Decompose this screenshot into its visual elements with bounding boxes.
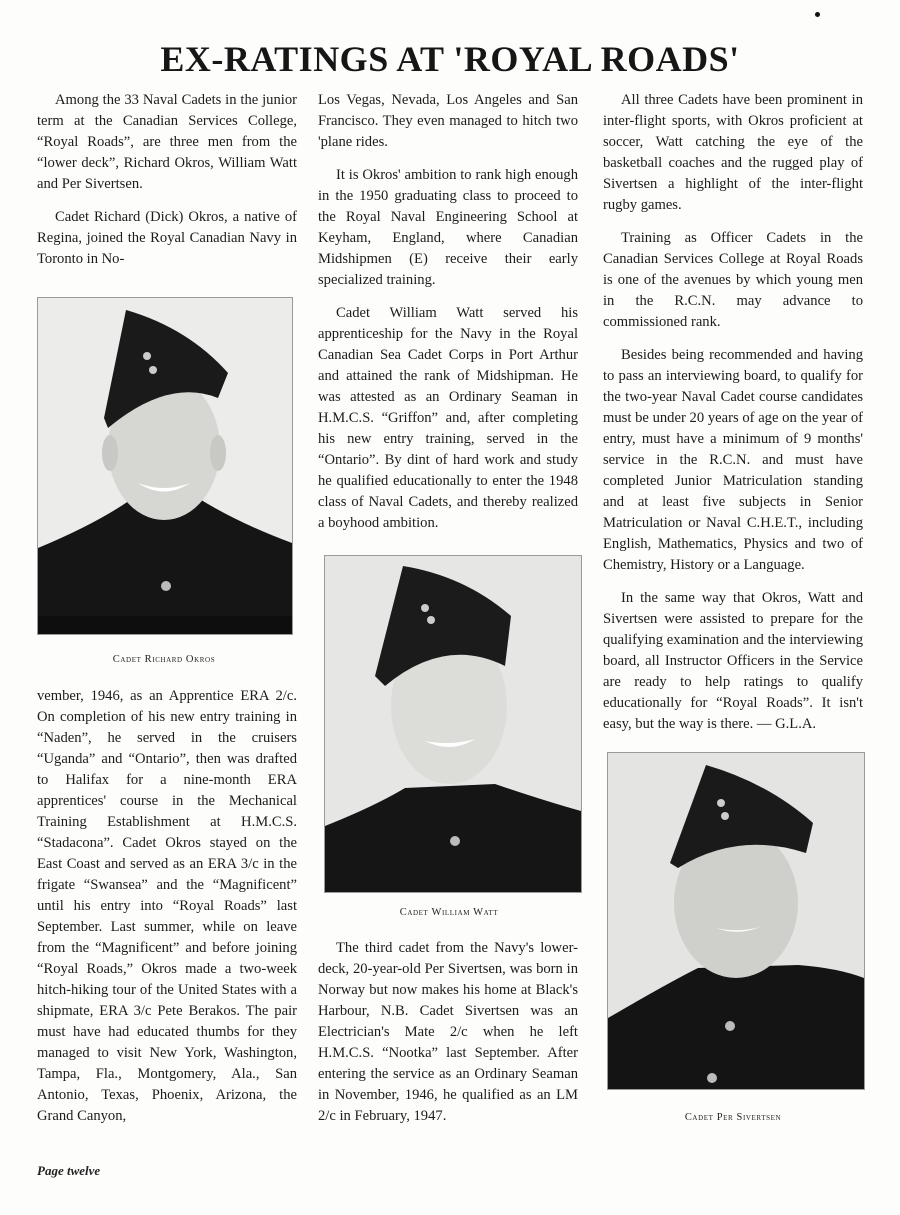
paragraph: The third cadet from the Navy's lower-deck, 20-year-old Per Sivertsen, was born in Norway but now makes his home at Black's Harbour, N.B. Cadet Sivertsen was an Electrician's Mate 2/c when he left H.M.C.S. “Nootka” last September. After entering the service as an Ordinary Seaman in November, 1946, he qualified as an LM 2/c in February, 1947. [318, 940, 578, 1124]
paragraph: In the same way that Okros, Watt and Sivertsen were assisted to prepare for the qualifying examination and the interviewing board, all Instructor Officers in the Service are ready to help ratings to qualify educationally for “Royal Roads”. It isn't easy, but the way is there. — G.L.A. [603, 590, 863, 732]
paragraph: Los Vegas, Nevada, Los Angeles and San Francisco. They even managed to hitch two 'plane rides. [318, 92, 578, 150]
column-1-top [37, 90, 297, 282]
column-1-bottom [37, 686, 297, 1139]
paragraph: Cadet William Watt served his apprenticeship for the Navy in the Royal Canadian Sea Cadet Corps in Port Arthur and attained the rank of Midshipman. He was attested as an Ordinary Seaman in H.M.C.S. “Griffon” and, after completing his new entry training, served in the “Ontario”. By dint of hard work and study he qualified educationally to enter the 1948 class of Naval Cadets, and thereby realized a boyhood ambition. [318, 305, 578, 531]
caption-okros: Cadet Richard Okros [112, 654, 216, 665]
photo-cadet-watt [324, 555, 582, 893]
portrait-image [38, 298, 292, 634]
column-2-bottom [318, 938, 578, 1139]
caption-watt: Cadet William Watt [399, 907, 499, 918]
page-title: EX-RATINGS AT 'ROYAL ROADS' [160, 39, 740, 79]
paragraph: It is Okros' ambition to rank high enough in the 1950 graduating class to proceed to the Royal Naval Engineering School at Keyham, England, where Canadian Midshipmen (E) receive their early specialized training. [318, 167, 578, 288]
paragraph: Among the 33 Naval Cadets in the junior term at the Canadian Services College, “Royal Roads”, are three men from the “lower deck”, Richard Okros, William Watt and Per Sivertsen. [37, 92, 297, 192]
page-number: Page twelve [37, 1163, 101, 1178]
photo-cadet-sivertsen [607, 752, 865, 1090]
caption-sivertsen: Cadet Per Sivertsen [684, 1112, 782, 1123]
paragraph: Training as Officer Cadets in the Canadian Services College at Royal Roads is one of the avenues by which young men in the R.C.N. may advance to commissioned rank. [603, 230, 863, 330]
paragraph: vember, 1946, as an Apprentice ERA 2/c. On completion of his new entry training in “Naden”, he served in the cruisers “Uganda” and “Ontario”, then was drafted to Halifax for a nine-month ERA apprentices' course in the Mechanical Training Establishment at H.M.C.S. “Stadacona”. Cadet Okros stayed on the East Coast and served as an ERA 3/c in the frigate “Swansea” and the “Magnificent” until his entry into “Royal Roads” last September. Last summer, while on leave from the “Magnificent” and before joining “Royal Roads,” Okros made a two-week hitch-hiking tour of the United States with a shipmate, ERA 3/c Pete Berakos. The pair must have had educated thumbs for they managed to visit New York, Washington, Tampa, Fla., Montgomery, Ala., San Antonio, Texas, Phoenix, Arizona, the Grand Canyon, [37, 688, 297, 1124]
column-2-top [318, 90, 578, 546]
photo-cadet-okros [37, 297, 293, 635]
paragraph: Besides being recommended and having to pass an interviewing board, to qualify for the two-year Naval Cadet course candidates must be under 20 years of age on the year of entry, must have a minimum of 9 months' service in the R.C.N. and must have completed Junior Matriculation standing and at least five subjects in Senior Matriculation or Naval C.H.E.T., including English, Mathematics, Physics and two of Chemistry, History or a Language. [603, 347, 863, 573]
paragraph: Cadet Richard (Dick) Okros, a native of Regina, joined the Royal Canadian Navy in Toronto in No- [37, 209, 297, 267]
portrait-image [608, 753, 864, 1089]
portrait-image [325, 556, 581, 892]
print-speck [815, 12, 820, 17]
paragraph: All three Cadets have been prominent in inter-flight sports, with Okros proficient at soccer, Watt catching the eye of the basketball coaches and the rugged play of Sivertsen a highlight of the inter-flight rugby games. [603, 92, 863, 213]
column-3-top [603, 90, 863, 747]
